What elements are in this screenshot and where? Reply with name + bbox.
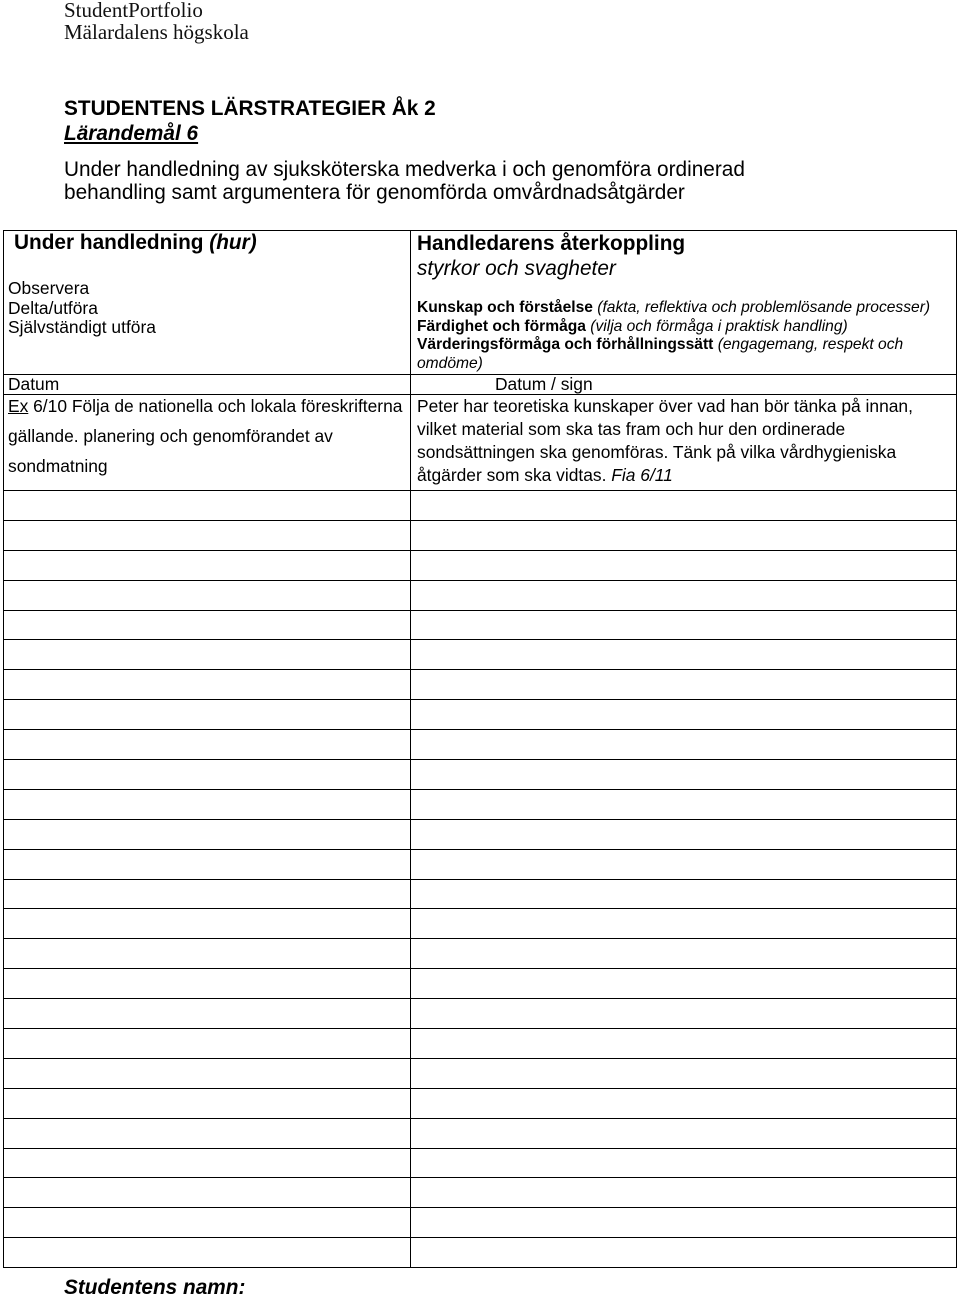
table-row-empty	[4, 580, 956, 610]
table-row-empty	[4, 879, 956, 909]
date-cell	[4, 850, 411, 879]
date-sign-label: Datum / sign	[495, 374, 593, 394]
feedback-header-cell	[411, 231, 956, 374]
feedback-cell	[411, 1089, 956, 1118]
table-row-empty	[4, 1237, 956, 1267]
date-cell	[4, 760, 411, 789]
date-cell	[4, 640, 411, 669]
feedback-cell	[411, 521, 956, 550]
feedback-cell	[411, 670, 956, 699]
level-independent: Självständigt utföra	[8, 317, 156, 337]
table-row-empty	[4, 789, 956, 819]
level-observe: Observera	[8, 278, 90, 298]
criterion-knowledge	[417, 299, 956, 318]
example-task-text: 6/10 Följa de nationella och lokala föreskrifterna	[33, 396, 403, 416]
date-cell	[4, 1029, 411, 1058]
feedback-cell	[411, 1238, 956, 1267]
feedback-cell	[411, 790, 956, 819]
supervision-heading-suffix: (hur)	[209, 231, 257, 254]
feedback-cell	[411, 1208, 956, 1237]
example-task-line: sondmatning	[8, 456, 108, 476]
table-row-empty	[4, 1118, 956, 1148]
table-row-empty	[4, 938, 956, 968]
date-cell	[4, 611, 411, 640]
table-row-empty	[4, 699, 956, 729]
table-row-empty	[4, 968, 956, 998]
date-cell	[4, 521, 411, 550]
date-cell	[4, 880, 411, 909]
example-task-line	[4, 395, 410, 417]
learning-goal-description	[64, 158, 745, 204]
table-row-empty	[4, 520, 956, 550]
date-cell	[4, 1089, 411, 1118]
example-feedback-line	[417, 464, 956, 487]
example-feedback-line: vilket material som ska tas fram och hur den ordinerade	[417, 419, 846, 439]
date-cell	[4, 1238, 411, 1267]
example-feedback-line-text: åtgärder som ska vidtas.	[417, 465, 607, 485]
title-block	[64, 96, 436, 146]
date-label-cell	[4, 375, 411, 394]
date-cell	[4, 909, 411, 938]
feedback-cell	[411, 880, 956, 909]
table-row-empty	[4, 1207, 956, 1237]
page-title: STUDENTENS LÄRSTRATEGIER Åk 2	[64, 97, 436, 120]
feedback-cell	[411, 939, 956, 968]
feedback-cell	[411, 909, 956, 938]
criterion-label: Kunskap och förståelse	[417, 299, 593, 316]
criterion-note: (engagemang, respekt och	[717, 336, 904, 353]
criterion-note-continued: omdöme)	[417, 354, 483, 372]
date-cell	[4, 551, 411, 580]
criterion-values	[417, 336, 956, 355]
date-label-row	[4, 374, 956, 394]
date-cell	[4, 1208, 411, 1237]
supervision-levels	[4, 279, 410, 338]
criterion-values-continued	[417, 355, 956, 374]
feedback-cell	[411, 611, 956, 640]
date-cell	[4, 1059, 411, 1088]
example-feedback-cell	[411, 395, 956, 490]
supervisor-signature: Fia 6/11	[611, 465, 673, 485]
feedback-cell	[411, 999, 956, 1028]
feedback-cell	[411, 581, 956, 610]
feedback-cell	[411, 1149, 956, 1178]
feedback-cell	[411, 1119, 956, 1148]
table-row-empty	[4, 1028, 956, 1058]
table-row-empty	[4, 1088, 956, 1118]
learning-goal-heading: Lärandemål 6	[64, 122, 199, 145]
example-row	[4, 394, 956, 490]
date-cell	[4, 491, 411, 520]
feedback-cell	[411, 1059, 956, 1088]
institution-name: Mälardalens högskola	[64, 20, 249, 44]
table-row-empty	[4, 729, 956, 759]
date-label: Datum	[8, 374, 60, 394]
table-row-empty	[4, 669, 956, 699]
level-participate: Delta/utföra	[8, 297, 98, 318]
table-row-empty	[4, 639, 956, 669]
date-cell	[4, 1149, 411, 1178]
table-header-row	[4, 231, 956, 374]
table-row-empty	[4, 550, 956, 580]
table-row-empty	[4, 849, 956, 879]
feedback-criteria	[411, 299, 956, 373]
feedback-cell	[411, 700, 956, 729]
feedback-cell	[411, 820, 956, 849]
table-row-empty	[4, 490, 956, 520]
feedback-cell	[411, 491, 956, 520]
example-feedback-text	[411, 395, 956, 487]
date-cell	[4, 999, 411, 1028]
example-feedback-line: Peter har teoretiska kunskaper över vad han bör tänka på innan,	[417, 396, 913, 416]
date-sign-label-cell	[411, 375, 956, 394]
date-cell	[4, 670, 411, 699]
table-row-empty	[4, 819, 956, 849]
date-cell	[4, 700, 411, 729]
table-row-empty	[4, 610, 956, 640]
feedback-cell	[411, 1178, 956, 1207]
intro-line: behandling samt argumentera för genomförda omvårdnadsåtgärder	[64, 181, 685, 204]
example-task-line: gällande. planering och genomförandet av	[8, 426, 333, 446]
criterion-label: Värderingsförmåga och förhållningssätt	[417, 336, 714, 353]
example-prefix: Ex	[8, 396, 29, 416]
criterion-label: Färdighet och förmåga	[417, 317, 586, 335]
date-cell	[4, 730, 411, 759]
feedback-cell	[411, 730, 956, 759]
date-cell	[4, 939, 411, 968]
table-row-empty	[4, 1148, 956, 1178]
student-name-label: Studentens namn:	[64, 1276, 246, 1299]
date-cell	[4, 1119, 411, 1148]
date-cell	[4, 969, 411, 998]
table-row-empty	[4, 908, 956, 938]
date-cell	[4, 581, 411, 610]
date-cell	[4, 790, 411, 819]
supervision-header-cell	[4, 231, 411, 374]
feedback-subheading: styrkor och svagheter	[417, 257, 616, 280]
feedback-cell	[411, 1029, 956, 1058]
intro-line: Under handledning av sjuksköterska medverka i och genomföra ordinerad	[64, 158, 745, 181]
criterion-note: (fakta, reflektiva och problemlösande processer)	[597, 299, 931, 316]
criterion-skills	[417, 318, 956, 337]
feedback-cell	[411, 551, 956, 580]
feedback-cell	[411, 760, 956, 789]
feedback-heading: Handledarens återkoppling	[417, 232, 686, 255]
criterion-note: (vilja och förmåga i praktisk handling)	[590, 317, 848, 335]
feedback-cell	[411, 969, 956, 998]
brand-header	[64, 0, 249, 43]
brand-name: StudentPortfolio	[64, 0, 203, 22]
feedback-cell	[411, 850, 956, 879]
supervision-heading-text: Under handledning	[14, 231, 204, 254]
date-cell	[4, 820, 411, 849]
supervision-heading	[4, 231, 410, 255]
learning-table	[3, 230, 957, 1268]
date-cell	[4, 1178, 411, 1207]
table-row-empty	[4, 759, 956, 789]
example-feedback-line: sondsättningen ska genomföras. Tänk på vilka vårdhygieniska	[417, 442, 897, 462]
example-task-cell	[4, 395, 411, 490]
table-row-empty	[4, 1177, 956, 1207]
table-row-empty	[4, 1058, 956, 1088]
table-row-empty	[4, 998, 956, 1028]
feedback-cell	[411, 640, 956, 669]
